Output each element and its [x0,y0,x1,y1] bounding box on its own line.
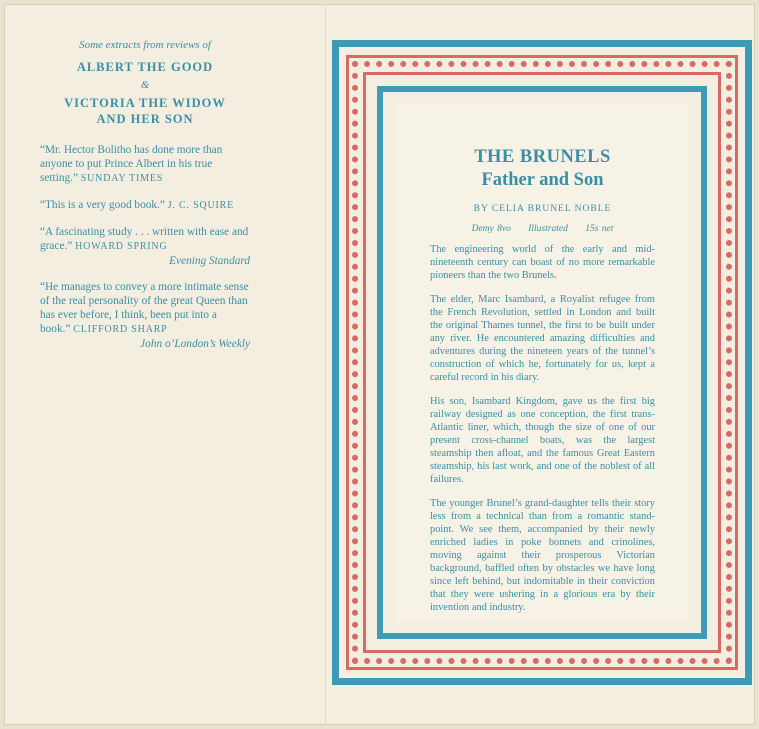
format-label: Demy 8vo [471,224,511,234]
edition-details [430,223,655,236]
fold-line [325,4,326,725]
review-publication: John o’London’s Weekly [140,338,250,350]
author-line: BY CELIA BRUNEL NOBLE [473,204,612,214]
review-item [40,280,250,351]
book-title-victoria-line2: AND HER SON [96,112,194,126]
price-label: 15s net [585,224,614,234]
blurb-paragraph: His son, Isambard Kingdom, gave us the first big railway designed as one conception, the first trans-Atlantic liner, which, though the size of one of our present cross-channel boats, was the largest steamship then afloat, and the famous Great Eastern steamship, his last work, and one of the noblest of all failures. [430,396,655,485]
review-quote: “Mr. Hector Bolitho has done more than anyone to put Prince Albert in his true setting.” [40,144,223,184]
ampersand: & [140,79,150,91]
book-title-albert: ALBERT THE GOOD [76,60,214,74]
review-source: HOWARD SPRING [75,241,168,252]
blurb-paragraph: The younger Brunel’s grand-daughter tells their story less from a technical than from a romantic stand-point. We see them, accompanied by their newly enriched ladies in poke bonnets and crinolines, moving against their prosperous Victorian background, baffled often by obstacles we have long since left behind, but indomitable in their conviction that they were ushering in a glorious era by their invention and industry. [430,498,655,613]
left-flap [40,38,250,351]
review-quote: “A fascinating study . . . written with ease and grace.” [40,226,249,252]
illustrated-label: Illustrated [528,224,568,234]
book-title: THE BRUNELS [474,147,611,167]
review-publication: Evening Standard [169,255,250,267]
book-title-victoria-line1: VICTORIA THE WIDOW [64,96,226,110]
review-source: SUNDAY TIMES [80,173,164,184]
reviews-intro: Some extracts from reviews of [79,39,211,51]
review-item [40,225,250,268]
right-flap [430,146,655,614]
review-source: J. C. SQUIRE [167,200,234,211]
review-quote: “He manages to convey a more intimate sense of the real personality of the great Queen than has ever before, I think, been put into a book.” [40,281,249,335]
blurb-paragraph: The elder, Marc Isambard, a Royalist refugee from the French Revolution, settled in London and built the original Thames tunnel, the first to be built under any river. He encountered amazing difficulties and adventures during the nineteen years of the tunnel’s construction of which he, fortunately for us, kept a careful record in his diary. [430,294,655,383]
book-subtitle: Father and Son [481,170,604,190]
review-item [40,143,250,186]
blurb-paragraph: The engineering world of the early and mid-nineteenth century can boast of no more remarkable pioneers than the two Brunels. [430,244,655,281]
review-source: CLIFFORD SHARP [73,324,168,335]
review-item [40,198,250,213]
review-quote: “This is a very good book.” [40,199,165,211]
